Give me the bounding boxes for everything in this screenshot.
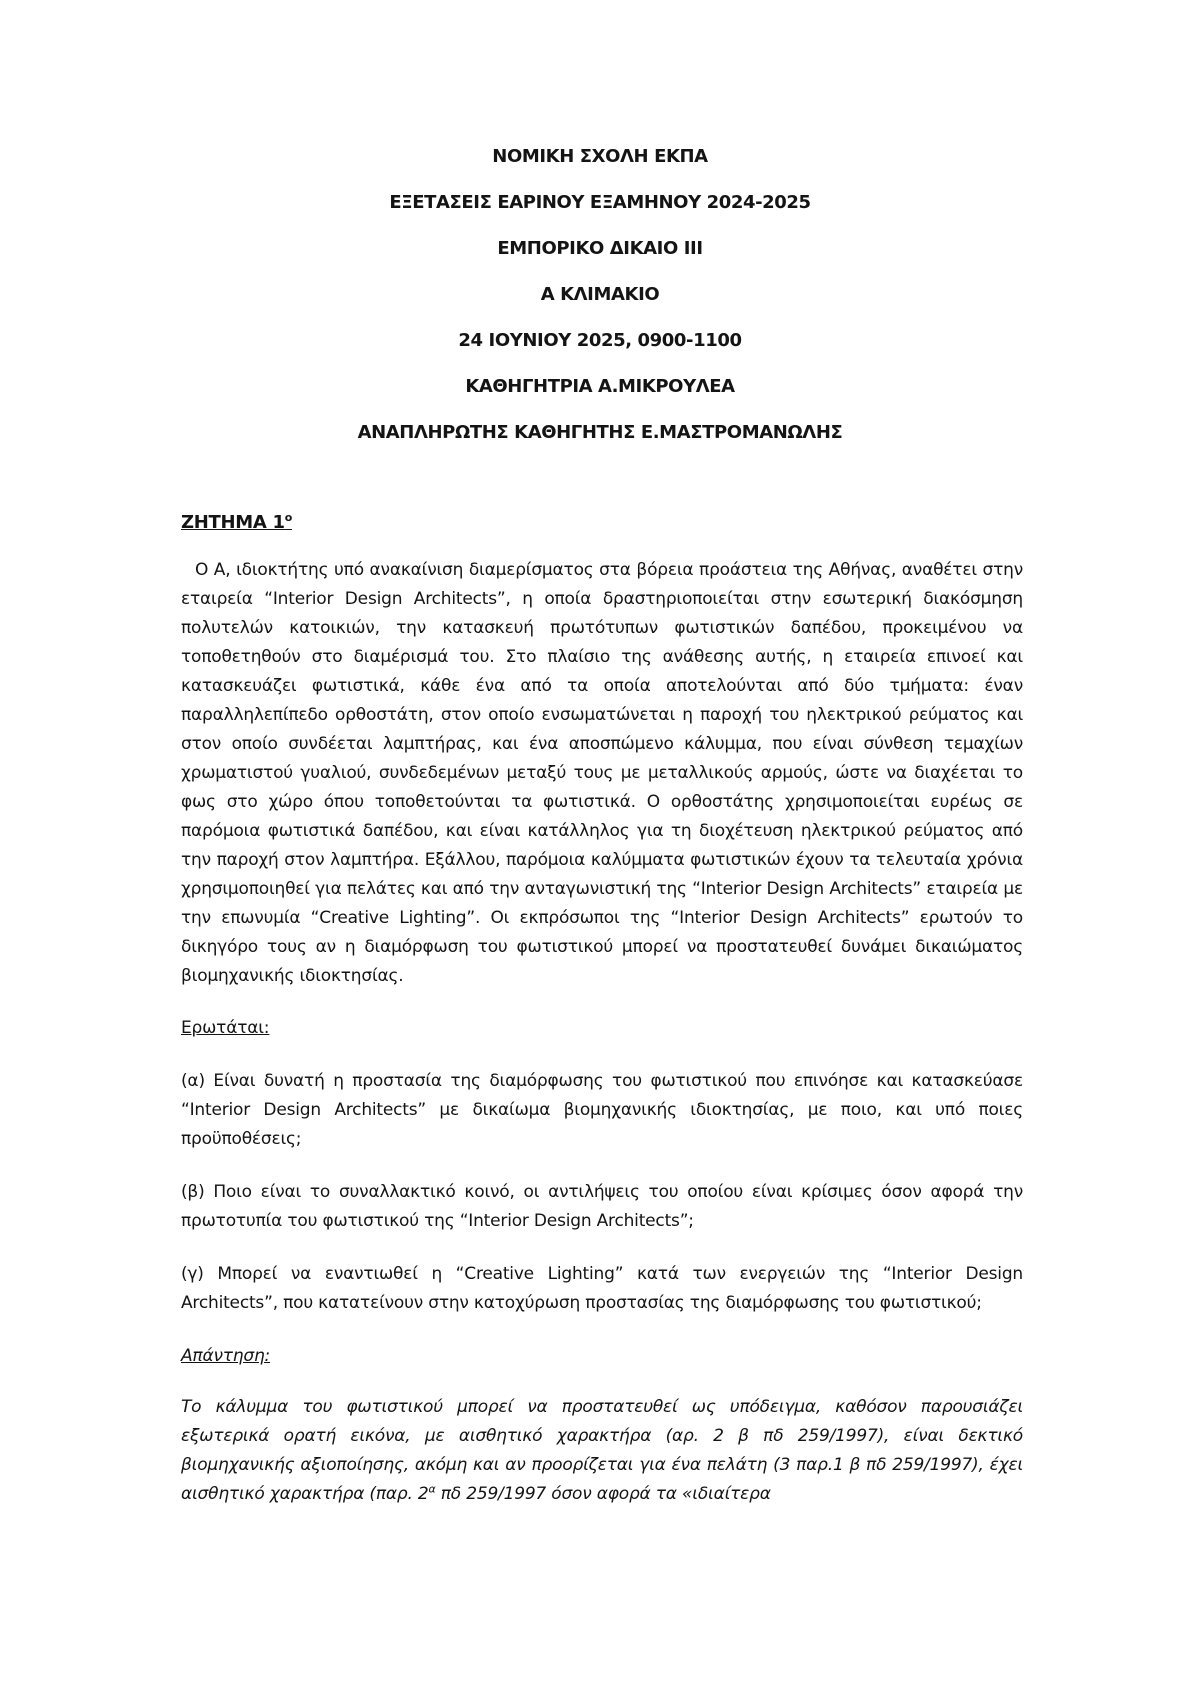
professor-name: ΚΑΘΗΓΗΤΡΙΑ Α.ΜΙΚΡΟΥΛΕΑ: [465, 376, 735, 397]
course-title: ΕΜΠΟΡΙΚΟ ΔΙΚΑΙΟ ΙΙΙ: [497, 238, 703, 259]
answer-label: Απάντηση:: [181, 1346, 271, 1366]
question-b: (β) Ποιο είναι το συναλλακτικό κοινό, οι αντιλήψεις του οποίου είναι κρίσιμες όσον αφορά την πρωτοτυπία του φωτιστικού της “Interior Design Architects”;: [181, 1182, 1023, 1231]
answer-paragraph: [181, 1393, 1023, 1509]
exam-datetime: 24 ΙΟΥΝΙΟΥ 2025, 0900-1100: [458, 330, 742, 351]
case-facts-paragraph: Ο Α, ιδιοκτήτης υπό ανακαίνιση διαμερίσματος στα βόρεια προάστεια της Αθήνας, αναθέτει στην εταιρεία “Interior Design Architects”, η οποία δραστηριοποιείται στην εσωτερική διακόσμηση πολυτελών κατοικιών, την κατασκευή πρωτότυπων φωτιστικών δαπέδου, προκειμένου να τοποθετηθούν στο διαμέρισμά του. Στο πλαίσιο της ανάθεσης αυτής, η εταιρεία επινοεί και κατασκευάζει φωτιστικά, κάθε ένα από τα οποία αποτελούνται από δύο τμήματα: έναν παραλληλεπίπεδο ορθοστάτη, στον οποίο ενσωματώνεται η παροχή του ηλεκτρικού ρεύματος και στον οποίο συνδέεται λαμπτήρας, και ένα αποσπώμενο κάλυμμα, που είναι σύνθεση τεμαχίων χρωματιστού γυαλιού, συνδεδεμένων μεταξύ τους με μεταλλικούς αρμούς, ώστε να διαχέεται το φως στο χώρο όπου τοποθετούνται τα φωτιστικά. Ο ορθοστάτης χρησιμοποιείται ευρέως σε παρόμοια φωτιστικά δαπέδου, και είναι κατάλληλος για τη διοχέτευση ηλεκτρικού ρεύματος από την παροχή στον λαμπτήρα. Εξάλλου, παρόμοια καλύμματα φωτιστικών έχουν τα τελευταία χρόνια χρησιμοποιηθεί για πελάτες και από την ανταγωνιστική της “Interior Design Architects” εταιρεία με την επωνυμία “Creative Lighting”. Οι εκπρόσωποι της “Interior Design Architects” ερωτούν το δικηγόρο τους αν η διαμόρφωση του φωτιστικού μπορεί να προστατευθεί δυνάμει δικαιώματος βιομηχανικής ιδιοκτησίας.: [181, 560, 1023, 986]
school-name: ΝΟΜΙΚΗ ΣΧΟΛΗ ΕΚΠΑ: [492, 146, 708, 167]
exam-body: [181, 512, 1023, 1509]
question-c: (γ) Μπορεί να εναντιωθεί η “Creative Lighting” κατά των ενεργειών της “Interior Design Architects”, που κατατείνουν στην κατοχύρωση προστασίας της διαμόρφωσης του φωτιστικού;: [181, 1264, 1023, 1313]
issue-title-text: ΖΗΤΗΜΑ 1: [181, 512, 285, 533]
questions-label: Ερωτάται:: [181, 1018, 270, 1038]
answer-text-part2: πδ 259/1997 όσον αφορά τα «ιδιαίτερα: [435, 1484, 771, 1504]
section-name: Α ΚΛΙΜΑΚΙΟ: [540, 284, 660, 305]
exam-period: ΕΞΕΤΑΣΕΙΣ ΕΑΡΙΝΟΥ ΕΞΑΜΗΝΟΥ 2024-2025: [389, 192, 811, 213]
deputy-professor-name: ΑΝΑΠΛΗΡΩΤΗΣ ΚΑΘΗΓΗΤΗΣ Ε.ΜΑΣΤΡΟΜΑΝΩΛΗΣ: [357, 422, 843, 443]
issue-title-superscript: ο: [284, 511, 292, 524]
answer-text-part1: Το κάλυμμα του φωτιστικού μπορεί να προστατευθεί ως υπόδειγμα, καθόσον παρουσιάζει εξωτερικά ορατή εικόνα, με αισθητικό χαρακτήρα (αρ. 2 β πδ 259/1997), είναι δεκτικό βιομηχανικής αξιοποίησης, ακόμη και αν προορίζεται για ένα πελάτη (3 παρ.1 β πδ 259/1997), έχει αισθητικό χαρακτήρα (παρ. 2: [181, 1397, 1023, 1504]
question-a: (α) Είναι δυνατή η προστασία της διαμόρφωσης του φωτιστικού που επινόησε και κατασκεύασε “Interior Design Architects” με δικαίωμα βιομηχανικής ιδιοκτησίας, με ποιο, και υπό ποιες προϋποθέσεις;: [181, 1071, 1023, 1149]
exam-header: [0, 146, 1200, 468]
answer-superscript: α: [428, 1482, 436, 1496]
issue-title: [181, 512, 1023, 534]
